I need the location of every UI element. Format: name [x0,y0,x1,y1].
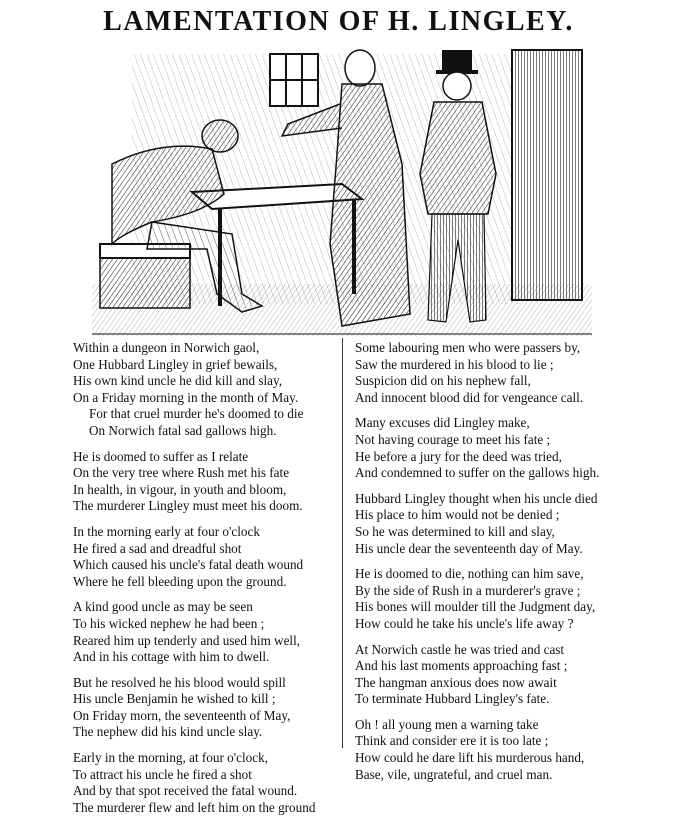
verse-line: Where he fell bleeding upon the ground. [73,573,287,589]
verse-line: Early in the morning, at four o'clock, [73,750,269,766]
verse-line: His uncle Benjamin he wished to kill ; [73,691,276,707]
verse-line: Base, vile, ungrateful, and cruel man. [355,766,553,782]
verse-line: But he resolved he his blood would spill [73,674,286,690]
verse-line: Suspicion did on his nephew fall, [355,373,531,389]
column-divider [342,338,343,748]
verse-line: On Norwich fatal sad gallows high. [89,422,277,438]
verse-line: And condemned to suffer on the gallows high. [355,465,600,481]
verse-line: The nephew did his kind uncle slay. [73,724,263,740]
verse-line: On Friday morn, the seventeenth of May, [73,707,291,723]
verse-line: How could he take his uncle's life away ? [355,615,574,631]
stanza [355,415,623,481]
verse-line: And innocent blood did for vengeance call. [355,389,584,405]
stanza [73,599,335,665]
verse-line: To terminate Hubbard Lingley's fate. [355,691,550,707]
verse-line: His bones will moulder till the Judgment day, [355,599,596,615]
verse-line: To his wicked nephew he had been ; [73,615,265,631]
verse-line: Not having courage to meet his fate ; [355,431,551,447]
verse-line: And his last moments approaching fast ; [355,658,568,674]
left-column [73,340,335,825]
verse-line: He fired a sad and dreadful shot [73,540,242,556]
verse-line: A kind good uncle as may be seen [73,599,253,615]
verse-line: Hubbard Lingley thought when his uncle died [355,490,598,506]
verse-line: He is doomed to suffer as I relate [73,448,249,464]
stanza [73,750,335,816]
verse-line: His own kind uncle he did kill and slay, [73,373,283,389]
verse-line: He is doomed to die, nothing can him save, [355,566,584,582]
verse-line: On the very tree where Rush met his fate [73,465,290,481]
verse-line: Reared him up tenderly and used him well, [73,632,301,648]
verse-line: The murderer flew and left him on the ground [73,799,316,815]
verse-line: Think and consider ere it is too late ; [355,733,549,749]
verse-line: To attract his uncle he fired a shot [73,766,252,782]
page-title: LAMENTATION OF H. LINGLEY. [103,6,574,37]
verse-line: One Hubbard Lingley in grief bewails, [73,356,278,372]
verse-line: By the side of Rush in a murderer's grave ; [355,582,581,598]
stanza [355,642,623,708]
verse-line: The hangman anxious does now await [355,674,557,690]
verse-line: The murderer Lingley must meet his doom. [73,498,303,514]
stanza [355,566,623,632]
verse-line: How could he dare lift his murderous hand, [355,750,585,766]
verse-line: Some labouring men who were passers by, [355,340,581,355]
verse-line: His uncle dear the seventeenth day of May. [355,540,583,556]
verse-line: And in his cottage with him to dwell. [73,649,270,665]
verse-line: In the morning early at four o'clock [73,523,260,539]
verse-line: Many excuses did Lingley make, [355,415,530,431]
verse-line: Oh ! all young men a warning take [355,716,539,732]
verse-line: Which caused his uncle's fatal death wound [73,557,304,573]
verse-line: He before a jury for the deed was tried, [355,448,562,464]
stanza [73,524,335,590]
stanza [73,675,335,741]
prison-cell-engraving-icon [92,44,592,336]
stanza [355,491,623,557]
stanza [355,340,623,406]
stanza [73,340,335,440]
verse-line: So he was determined to kill and slay, [355,523,555,539]
verse-line: His place to him would not be denied ; [355,507,560,523]
right-column [355,340,623,792]
verse-line: In health, in vigour, in youth and bloom, [73,481,287,497]
verse-line: Saw the murdered in his blood to lie ; [355,356,554,372]
verse-line: At Norwich castle he was tried and cast [355,641,565,657]
stanza [355,717,623,783]
verse-line: Within a dungeon in Norwich gaol, [73,340,260,355]
verse-line: On a Friday morning in the month of May. [73,389,299,405]
stanza [73,449,335,515]
verse-line: And by that spot received the fatal wound. [73,783,298,799]
verse-line: For that cruel murder he's doomed to die [89,406,304,422]
